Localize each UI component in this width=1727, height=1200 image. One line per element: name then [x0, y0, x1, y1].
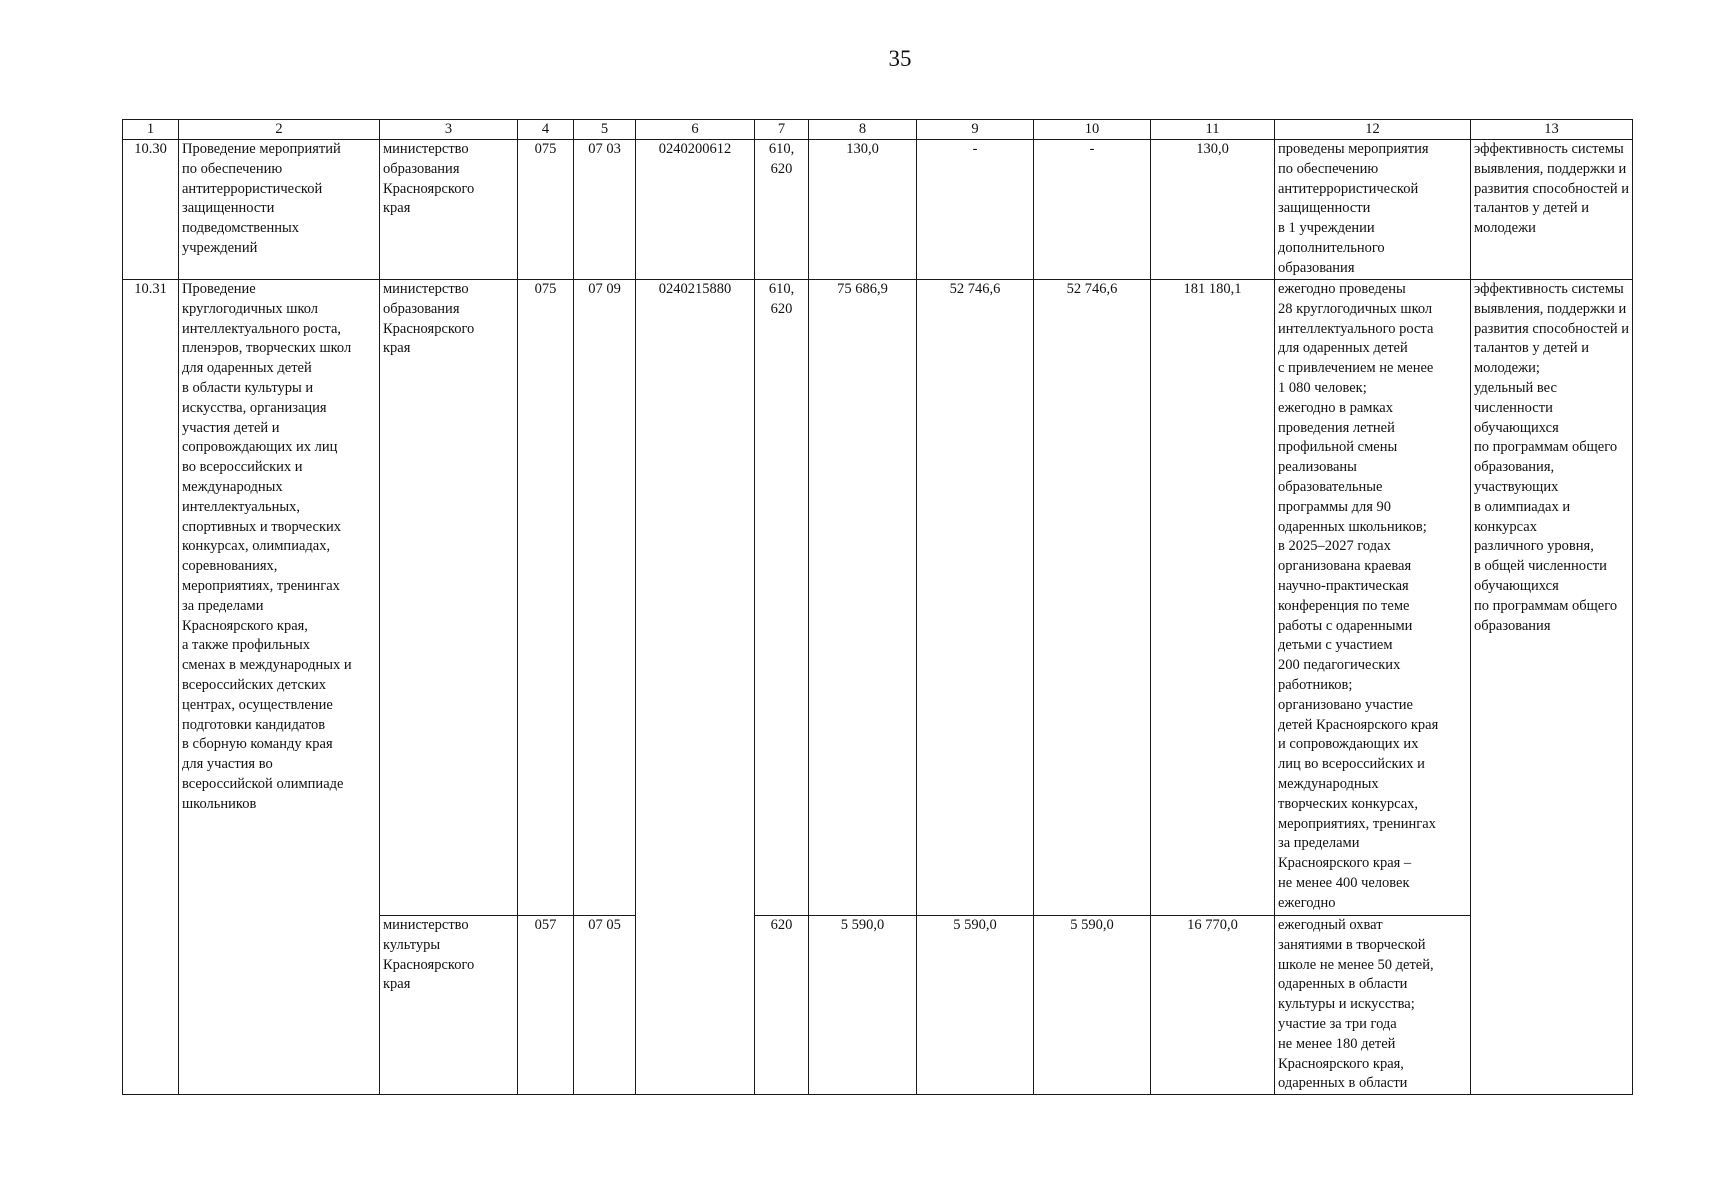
rzpr-code: 07 03	[574, 140, 636, 280]
table-row	[123, 280, 1633, 916]
amount-2027: 52 746,6	[1034, 280, 1151, 916]
activity-name: Проведение круглогодичных школ интеллектуального роста, пленэров, творческих школ для одаренных детей в области культуры и искусства, организация участия детей и сопровождающих их лиц во всероссийских и международных интеллектуальных, спортивных и творческих конкурсах, олимпиадах, соревнованиях, мероприятиях, тренингах за пределами Красноярского края, а также профильных сменах в международных и всероссийских детских центрах, осуществление подготовки кандидатов в сборную команду края для участия во всероссийской олимпиаде школьников	[179, 280, 380, 1095]
activity-name: Проведение мероприятий по обеспечению антитеррористической защищенности подведомственных учреждений	[179, 140, 380, 280]
column-number: 7	[755, 120, 809, 140]
grbs-code: 075	[518, 140, 574, 280]
row-number: 10.31	[123, 280, 179, 1095]
amount-2026: -	[917, 140, 1034, 280]
amount-2026: 5 590,0	[917, 916, 1034, 1095]
rzpr-code: 07 09	[574, 280, 636, 916]
page-number: 35	[888, 46, 912, 71]
column-number: 13	[1471, 120, 1633, 140]
column-number: 1	[123, 120, 179, 140]
target-indicator: эффективность системы выявления, поддержки и развития способностей и талантов у детей и молодежи	[1471, 140, 1633, 280]
column-number: 11	[1151, 120, 1275, 140]
target-indicator: эффективность системы выявления, поддержки и развития способностей и талантов у детей и молодежи; удельный вес численности обучающихся по программам общего образования, участвующих в олимпиадах и конкурсах различного уровня, в общей численности обучающихся по программам общего образования	[1471, 280, 1633, 1095]
vr-code: 620	[755, 916, 809, 1095]
amount-2025: 5 590,0	[809, 916, 917, 1095]
amount-2027: -	[1034, 140, 1151, 280]
column-number-row	[123, 120, 1633, 140]
vr-code: 610, 620	[755, 280, 809, 916]
amount-total: 130,0	[1151, 140, 1275, 280]
budget-table	[122, 119, 1633, 1095]
expected-result: ежегодно проведены 28 круглогодичных школ интеллектуального роста для одаренных детей с привлечением не менее 1 080 человек; ежегодно в рамках проведения летней профильной смены реализованы образовательные программы для 90 одаренных школьников; в 2025–2027 годах организована краевая научно-практическая конференция по теме работы с одаренными детьми с участием 200 педагогических работников; организовано участие детей Красноярского края и сопровождающих их лиц во всероссийских и международных творческих конкурсах, мероприятиях, тренингах за пределами Красноярского края – не менее 400 человек ежегодно	[1275, 280, 1471, 916]
table-row	[123, 140, 1633, 280]
row-number: 10.30	[123, 140, 179, 280]
grbs-code: 057	[518, 916, 574, 1095]
amount-2025: 75 686,9	[809, 280, 917, 916]
column-number: 2	[179, 120, 380, 140]
column-number: 8	[809, 120, 917, 140]
csr-code: 0240200612	[636, 140, 755, 280]
column-number: 4	[518, 120, 574, 140]
amount-2027: 5 590,0	[1034, 916, 1151, 1095]
rzpr-code: 07 05	[574, 916, 636, 1095]
executor: министерство образования Красноярского края	[380, 280, 518, 916]
executor: министерство культуры Красноярского края	[380, 916, 518, 1095]
column-number: 3	[380, 120, 518, 140]
amount-2026: 52 746,6	[917, 280, 1034, 916]
amount-2025: 130,0	[809, 140, 917, 280]
column-number: 5	[574, 120, 636, 140]
executor: министерство образования Красноярского края	[380, 140, 518, 280]
vr-code: 610, 620	[755, 140, 809, 280]
expected-result: ежегодный охват занятиями в творческой школе не менее 50 детей, одаренных в области культуры и искусства; участие за три года не менее 180 детей Красноярского края, одаренных в области	[1275, 916, 1471, 1095]
csr-code: 0240215880	[636, 280, 755, 1095]
column-number: 12	[1275, 120, 1471, 140]
column-number: 6	[636, 120, 755, 140]
amount-total: 181 180,1	[1151, 280, 1275, 916]
grbs-code: 075	[518, 280, 574, 916]
column-number: 9	[917, 120, 1034, 140]
expected-result: проведены мероприятия по обеспечению антитеррористической защищенности в 1 учреждении дополнительного образования	[1275, 140, 1471, 280]
amount-total: 16 770,0	[1151, 916, 1275, 1095]
column-number: 10	[1034, 120, 1151, 140]
